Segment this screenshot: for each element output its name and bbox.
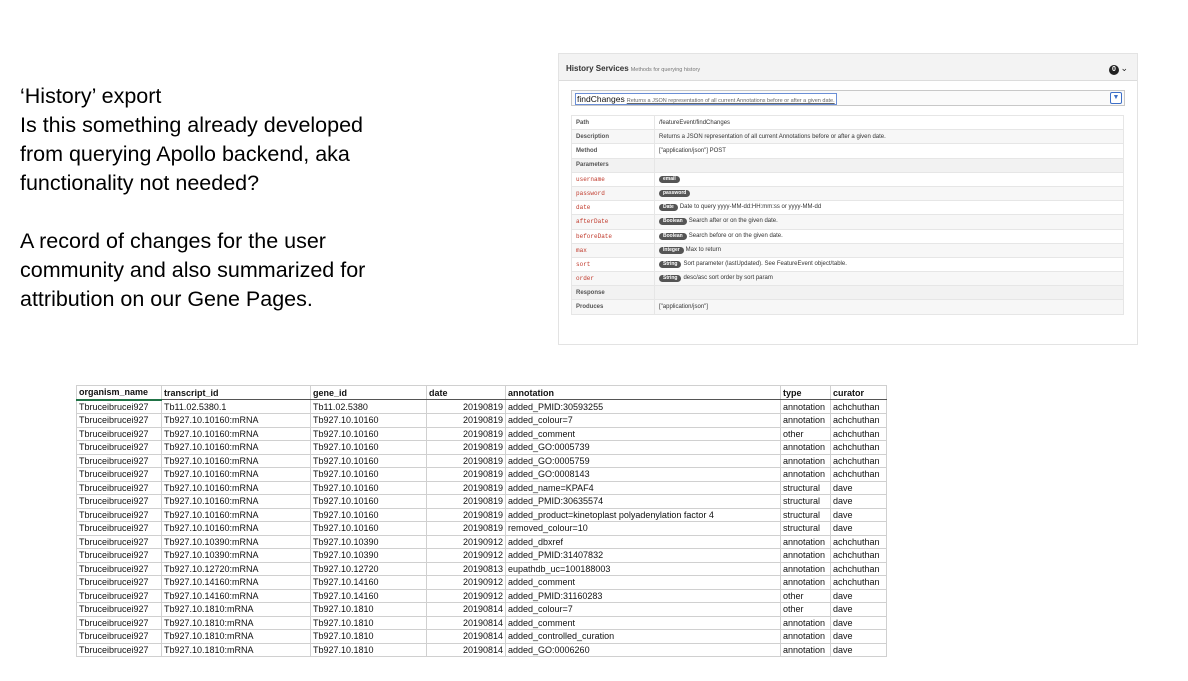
table-cell-transcript-id[interactable]: Tb927.10.1810:mRNA xyxy=(162,643,311,657)
table-cell-type[interactable]: annotation xyxy=(781,643,831,657)
table-cell-date[interactable]: 20190912 xyxy=(427,576,506,590)
column-header-type[interactable]: type xyxy=(781,386,831,400)
table-cell-date[interactable]: 20190819 xyxy=(427,522,506,536)
table-cell-organism-name[interactable]: Tbruceibrucei927 xyxy=(77,535,162,549)
api-row-value xyxy=(655,144,1124,158)
table-cell-gene-id[interactable]: Tb927.10.10390 xyxy=(311,549,427,563)
table-cell-organism-name[interactable]: Tbruceibrucei927 xyxy=(77,468,162,482)
table-cell-transcript-id[interactable]: Tb927.10.10160:mRNA xyxy=(162,414,311,428)
table-cell-date[interactable]: 20190814 xyxy=(427,603,506,617)
column-header-curator[interactable]: curator xyxy=(831,386,887,400)
table-cell-gene-id[interactable]: Tb927.10.10160 xyxy=(311,441,427,455)
table-cell-type[interactable]: annotation xyxy=(781,549,831,563)
slide-text-block xyxy=(20,82,440,314)
table-cell-date[interactable]: 20190819 xyxy=(427,454,506,468)
api-title-text: History Services xyxy=(566,64,629,73)
table-cell-type[interactable]: other xyxy=(781,427,831,441)
table-cell-date[interactable]: 20190819 xyxy=(427,400,506,414)
type-pill: password xyxy=(659,190,690,197)
table-cell-organism-name[interactable]: Tbruceibrucei927 xyxy=(77,495,162,509)
api-row-value xyxy=(655,130,1124,144)
api-row-username xyxy=(572,172,1124,186)
table-cell-curator[interactable]: dave xyxy=(831,589,887,603)
table-cell-date[interactable]: 20190912 xyxy=(427,589,506,603)
table-cell-type[interactable]: annotation xyxy=(781,616,831,630)
table-cell-type[interactable]: annotation xyxy=(781,441,831,455)
table-cell-type[interactable]: annotation xyxy=(781,562,831,576)
api-row-value xyxy=(655,172,1124,186)
api-row-key: date xyxy=(572,201,655,215)
table-cell-gene-id[interactable]: Tb927.10.10160 xyxy=(311,508,427,522)
table-cell-date[interactable]: 20190912 xyxy=(427,549,506,563)
api-row-text: Search before or on the given date. xyxy=(688,232,783,239)
api-row-produces xyxy=(572,300,1124,314)
slide-line: attribution on our Gene Pages. xyxy=(20,287,313,311)
api-row-key: Method xyxy=(572,144,655,158)
type-pill: Integer xyxy=(659,247,684,254)
table-cell-curator[interactable]: achchuthan xyxy=(831,576,887,590)
table-cell-curator[interactable]: dave xyxy=(831,481,887,495)
table-cell-organism-name[interactable]: Tbruceibrucei927 xyxy=(77,522,162,536)
table-cell-annotation[interactable]: added_colour=7 xyxy=(506,414,781,428)
table-cell-curator[interactable]: dave xyxy=(831,630,887,644)
column-header-date[interactable]: date xyxy=(427,386,506,400)
api-row-password xyxy=(572,186,1124,200)
api-row-response xyxy=(572,286,1124,300)
table-cell-annotation[interactable]: added_dbxref xyxy=(506,535,781,549)
table-cell-organism-name[interactable]: Tbruceibrucei927 xyxy=(77,630,162,644)
table-cell-type[interactable]: annotation xyxy=(781,414,831,428)
api-row-description xyxy=(572,130,1124,144)
table-cell-date[interactable]: 20190819 xyxy=(427,481,506,495)
api-row-key: username xyxy=(572,172,655,186)
question-paragraph xyxy=(20,82,440,198)
api-row-key: Parameters xyxy=(572,158,655,172)
api-row-value xyxy=(655,243,1124,257)
table-row xyxy=(77,589,887,603)
table-cell-gene-id[interactable]: Tb927.10.14160 xyxy=(311,589,427,603)
slide-line: Is this something already developed xyxy=(20,113,364,137)
table-row xyxy=(77,427,887,441)
api-row-method xyxy=(572,144,1124,158)
api-row-key: Produces xyxy=(572,300,655,314)
api-row-text: Sort parameter (lastUpdated). See FeatureEvent object/table. xyxy=(683,260,847,267)
table-cell-curator[interactable]: dave xyxy=(831,508,887,522)
table-row xyxy=(77,400,887,414)
table-cell-annotation[interactable]: added_name=KPAF4 xyxy=(506,481,781,495)
api-row-key: Description xyxy=(572,130,655,144)
column-header-organism-name[interactable]: organism_name xyxy=(77,386,162,400)
table-row xyxy=(77,576,887,590)
api-row-text: Search after or on the given date. xyxy=(688,218,778,225)
purpose-paragraph xyxy=(20,227,440,314)
table-row xyxy=(77,522,887,536)
table-cell-type[interactable]: structural xyxy=(781,522,831,536)
column-header-transcript-id[interactable]: transcript_id xyxy=(162,386,311,400)
type-pill: Boolean xyxy=(659,233,687,240)
api-row-key: sort xyxy=(572,257,655,271)
table-cell-type[interactable]: structural xyxy=(781,481,831,495)
table-cell-organism-name[interactable]: Tbruceibrucei927 xyxy=(77,603,162,617)
table-cell-annotation[interactable]: added_colour=7 xyxy=(506,603,781,617)
table-cell-transcript-id[interactable]: Tb11.02.5380.1 xyxy=(162,400,311,414)
table-cell-gene-id[interactable]: Tb927.10.10390 xyxy=(311,535,427,549)
table-cell-date[interactable]: 20190819 xyxy=(427,468,506,482)
table-cell-organism-name[interactable]: Tbruceibrucei927 xyxy=(77,643,162,657)
table-cell-type[interactable]: other xyxy=(781,589,831,603)
table-cell-type[interactable]: annotation xyxy=(781,535,831,549)
api-row-key: max xyxy=(572,243,655,257)
table-cell-annotation[interactable]: added_GO:0005739 xyxy=(506,441,781,455)
table-row xyxy=(77,508,887,522)
table-cell-type[interactable]: annotation xyxy=(781,630,831,644)
type-pill: String xyxy=(659,275,681,282)
api-row-value xyxy=(655,158,1124,172)
api-row-text: ["application/json"] xyxy=(659,304,708,311)
api-row-value xyxy=(655,272,1124,286)
api-row-text: ["application/json"] POST xyxy=(659,147,726,154)
table-cell-transcript-id[interactable]: Tb927.10.1810:mRNA xyxy=(162,603,311,617)
api-row-key: Response xyxy=(572,286,655,300)
table-cell-organism-name[interactable]: Tbruceibrucei927 xyxy=(77,576,162,590)
table-cell-type[interactable]: other xyxy=(781,603,831,617)
table-cell-transcript-id[interactable]: Tb927.10.10160:mRNA xyxy=(162,495,311,509)
api-row-key: password xyxy=(572,186,655,200)
table-row xyxy=(77,481,887,495)
table-cell-transcript-id[interactable]: Tb927.10.10160:mRNA xyxy=(162,468,311,482)
table-cell-annotation[interactable]: added_GO:0008143 xyxy=(506,468,781,482)
table-row xyxy=(77,414,887,428)
table-cell-annotation[interactable]: eupathdb_uc=100188003 xyxy=(506,562,781,576)
table-cell-curator[interactable]: dave xyxy=(831,522,887,536)
table-row xyxy=(77,535,887,549)
table-cell-date[interactable]: 20190819 xyxy=(427,508,506,522)
sheet-header-row xyxy=(77,386,887,400)
table-cell-transcript-id[interactable]: Tb927.10.1810:mRNA xyxy=(162,616,311,630)
api-row-key: beforeDate xyxy=(572,229,655,243)
table-cell-transcript-id[interactable]: Tb927.10.12720:mRNA xyxy=(162,562,311,576)
table-cell-curator[interactable]: achchuthan xyxy=(831,549,887,563)
table-cell-annotation[interactable]: added_controlled_curation xyxy=(506,630,781,644)
table-cell-type[interactable]: annotation xyxy=(781,400,831,414)
type-pill: String xyxy=(659,261,681,268)
table-cell-gene-id[interactable]: Tb927.10.10160 xyxy=(311,495,427,509)
table-cell-transcript-id[interactable]: Tb927.10.1810:mRNA xyxy=(162,630,311,644)
table-cell-annotation[interactable]: added_comment xyxy=(506,616,781,630)
api-row-afterdate xyxy=(572,215,1124,229)
api-row-sort xyxy=(572,257,1124,271)
api-row-text: Max to return xyxy=(685,246,722,253)
table-cell-transcript-id[interactable]: Tb927.10.10160:mRNA xyxy=(162,454,311,468)
table-cell-annotation[interactable]: removed_colour=10 xyxy=(506,522,781,536)
table-cell-organism-name[interactable]: Tbruceibrucei927 xyxy=(77,400,162,414)
table-cell-annotation[interactable]: added_PMID:30635574 xyxy=(506,495,781,509)
table-cell-transcript-id[interactable]: Tb927.10.10390:mRNA xyxy=(162,549,311,563)
table-cell-gene-id[interactable]: Tb927.10.1810 xyxy=(311,630,427,644)
table-cell-gene-id[interactable]: Tb927.10.10160 xyxy=(311,468,427,482)
api-row-beforedate xyxy=(572,229,1124,243)
table-cell-transcript-id[interactable]: Tb927.10.10160:mRNA xyxy=(162,427,311,441)
api-row-value xyxy=(655,116,1124,130)
table-cell-transcript-id[interactable]: Tb927.10.14160:mRNA xyxy=(162,589,311,603)
table-cell-date[interactable]: 20190814 xyxy=(427,616,506,630)
table-cell-curator[interactable]: achchuthan xyxy=(831,427,887,441)
chevron-down-icon[interactable]: ⌄ xyxy=(1120,63,1128,73)
table-cell-type[interactable]: structural xyxy=(781,508,831,522)
method-bar[interactable] xyxy=(571,90,1125,106)
table-cell-date[interactable]: 20190819 xyxy=(427,414,506,428)
table-row xyxy=(77,468,887,482)
table-cell-curator[interactable]: achchuthan xyxy=(831,414,887,428)
table-cell-gene-id[interactable]: Tb927.10.1810 xyxy=(311,616,427,630)
table-cell-curator[interactable]: dave xyxy=(831,603,887,617)
api-doc-panel xyxy=(558,53,1138,345)
slide-line: A record of changes for the user xyxy=(20,229,326,253)
table-cell-organism-name[interactable]: Tbruceibrucei927 xyxy=(77,589,162,603)
table-cell-date[interactable]: 20190819 xyxy=(427,495,506,509)
collapse-toggle-icon[interactable]: ▼ xyxy=(1110,92,1122,104)
type-pill: email xyxy=(659,176,680,183)
table-cell-transcript-id[interactable]: Tb927.10.10160:mRNA xyxy=(162,508,311,522)
table-row xyxy=(77,454,887,468)
api-row-value xyxy=(655,257,1124,271)
table-cell-transcript-id[interactable]: Tb927.10.10160:mRNA xyxy=(162,522,311,536)
table-row xyxy=(77,630,887,644)
table-cell-gene-id[interactable]: Tb927.10.10160 xyxy=(311,454,427,468)
table-cell-organism-name[interactable]: Tbruceibrucei927 xyxy=(77,562,162,576)
table-row xyxy=(77,549,887,563)
table-cell-organism-name[interactable]: Tbruceibrucei927 xyxy=(77,481,162,495)
table-row xyxy=(77,495,887,509)
api-row-value xyxy=(655,186,1124,200)
table-cell-type[interactable]: annotation xyxy=(781,468,831,482)
api-row-key: order xyxy=(572,272,655,286)
table-row xyxy=(77,441,887,455)
table-cell-gene-id[interactable]: Tb927.10.10160 xyxy=(311,481,427,495)
table-cell-curator[interactable]: achchuthan xyxy=(831,535,887,549)
api-row-key: Path xyxy=(572,116,655,130)
table-cell-curator[interactable]: achchuthan xyxy=(831,454,887,468)
api-row-order xyxy=(572,272,1124,286)
table-cell-gene-id[interactable]: Tb927.10.1810 xyxy=(311,643,427,657)
table-cell-organism-name[interactable]: Tbruceibrucei927 xyxy=(77,441,162,455)
api-row-value xyxy=(655,286,1124,300)
table-cell-transcript-id[interactable]: Tb927.10.10160:mRNA xyxy=(162,441,311,455)
history-export-sheet xyxy=(76,385,887,657)
table-cell-annotation[interactable]: added_comment xyxy=(506,576,781,590)
table-cell-curator[interactable]: achchuthan xyxy=(831,562,887,576)
table-cell-date[interactable]: 20190819 xyxy=(427,441,506,455)
table-cell-organism-name[interactable]: Tbruceibrucei927 xyxy=(77,414,162,428)
table-cell-curator[interactable]: dave xyxy=(831,495,887,509)
table-cell-gene-id[interactable]: Tb927.10.12720 xyxy=(311,562,427,576)
table-cell-gene-id[interactable]: Tb927.10.10160 xyxy=(311,414,427,428)
type-pill: Date xyxy=(659,204,678,211)
table-cell-type[interactable]: structural xyxy=(781,495,831,509)
table-cell-transcript-id[interactable]: Tb927.10.14160:mRNA xyxy=(162,576,311,590)
table-cell-annotation[interactable]: added_product=kinetoplast polyadenylation factor 4 xyxy=(506,508,781,522)
api-row-value xyxy=(655,300,1124,314)
api-row-text: /featureEvent/findChanges xyxy=(659,119,731,126)
table-cell-gene-id[interactable]: Tb927.10.10160 xyxy=(311,522,427,536)
api-row-key: afterDate xyxy=(572,215,655,229)
table-cell-annotation[interactable]: added_PMID:31160283 xyxy=(506,589,781,603)
table-row xyxy=(77,643,887,657)
type-pill: Boolean xyxy=(659,218,687,225)
column-header-gene-id[interactable]: gene_id xyxy=(311,386,427,400)
api-section-header[interactable] xyxy=(559,54,1137,81)
api-subtitle: Methods for querying history xyxy=(630,67,701,73)
api-row-value xyxy=(655,229,1124,243)
api-row-text: Date to query yyyy-MM-dd:HH:mm:ss or yyyy-MM-dd xyxy=(679,204,822,211)
table-cell-date[interactable]: 20190814 xyxy=(427,630,506,644)
api-row-value xyxy=(655,215,1124,229)
slide-line: from querying Apollo backend, aka xyxy=(20,142,350,166)
table-cell-curator[interactable]: achchuthan xyxy=(831,400,887,414)
slide-line: community and also summarized for xyxy=(20,258,366,282)
api-detail-table xyxy=(571,115,1124,315)
api-row-value xyxy=(655,201,1124,215)
table-cell-curator[interactable]: achchuthan xyxy=(831,468,887,482)
table-cell-curator[interactable]: dave xyxy=(831,616,887,630)
table-cell-date[interactable]: 20190814 xyxy=(427,643,506,657)
api-section-title xyxy=(566,64,700,73)
method-desc: Returns a JSON representation of all current Annotations before or after a given date. xyxy=(626,98,835,104)
table-cell-transcript-id[interactable]: Tb927.10.10390:mRNA xyxy=(162,535,311,549)
count-badge: 0 xyxy=(1109,65,1119,75)
table-row xyxy=(77,603,887,617)
api-row-parameters xyxy=(572,158,1124,172)
table-cell-curator[interactable]: dave xyxy=(831,643,887,657)
table-cell-gene-id[interactable]: Tb927.10.14160 xyxy=(311,576,427,590)
table-cell-organism-name[interactable]: Tbruceibrucei927 xyxy=(77,616,162,630)
table-cell-date[interactable]: 20190819 xyxy=(427,427,506,441)
table-cell-gene-id[interactable]: Tb927.10.1810 xyxy=(311,603,427,617)
table-cell-annotation[interactable]: added_GO:0005759 xyxy=(506,454,781,468)
slide-line: functionality not needed? xyxy=(20,171,260,195)
table-cell-curator[interactable]: achchuthan xyxy=(831,441,887,455)
table-cell-gene-id[interactable]: Tb927.10.10160 xyxy=(311,427,427,441)
table-row xyxy=(77,562,887,576)
table-cell-gene-id[interactable]: Tb11.02.5380 xyxy=(311,400,427,414)
api-row-date xyxy=(572,201,1124,215)
table-cell-date[interactable]: 20190912 xyxy=(427,535,506,549)
table-cell-organism-name[interactable]: Tbruceibrucei927 xyxy=(77,549,162,563)
api-row-max xyxy=(572,243,1124,257)
api-row-text: Returns a JSON representation of all current Annotations before or after a given date. xyxy=(659,133,886,140)
table-cell-annotation[interactable]: added_GO:0006260 xyxy=(506,643,781,657)
table-cell-transcript-id[interactable]: Tb927.10.10160:mRNA xyxy=(162,481,311,495)
method-name-link[interactable]: findChanges Returns a JSON representation of all current Annotations before or after a given date. xyxy=(577,94,835,104)
table-cell-type[interactable]: annotation xyxy=(781,454,831,468)
table-cell-organism-name[interactable]: Tbruceibrucei927 xyxy=(77,427,162,441)
table-cell-type[interactable]: annotation xyxy=(781,576,831,590)
api-row-path xyxy=(572,116,1124,130)
table-cell-organism-name[interactable]: Tbruceibrucei927 xyxy=(77,454,162,468)
table-cell-annotation[interactable]: added_comment xyxy=(506,427,781,441)
table-cell-annotation[interactable]: added_PMID:30593255 xyxy=(506,400,781,414)
table-row xyxy=(77,616,887,630)
column-header-annotation[interactable]: annotation xyxy=(506,386,781,400)
table-cell-organism-name[interactable]: Tbruceibrucei927 xyxy=(77,508,162,522)
slide-line: ‘History’ export xyxy=(20,84,162,108)
api-row-text: desc/asc sort order by sort param xyxy=(683,275,773,282)
table-cell-annotation[interactable]: added_PMID:31407832 xyxy=(506,549,781,563)
table-cell-date[interactable]: 20190813 xyxy=(427,562,506,576)
